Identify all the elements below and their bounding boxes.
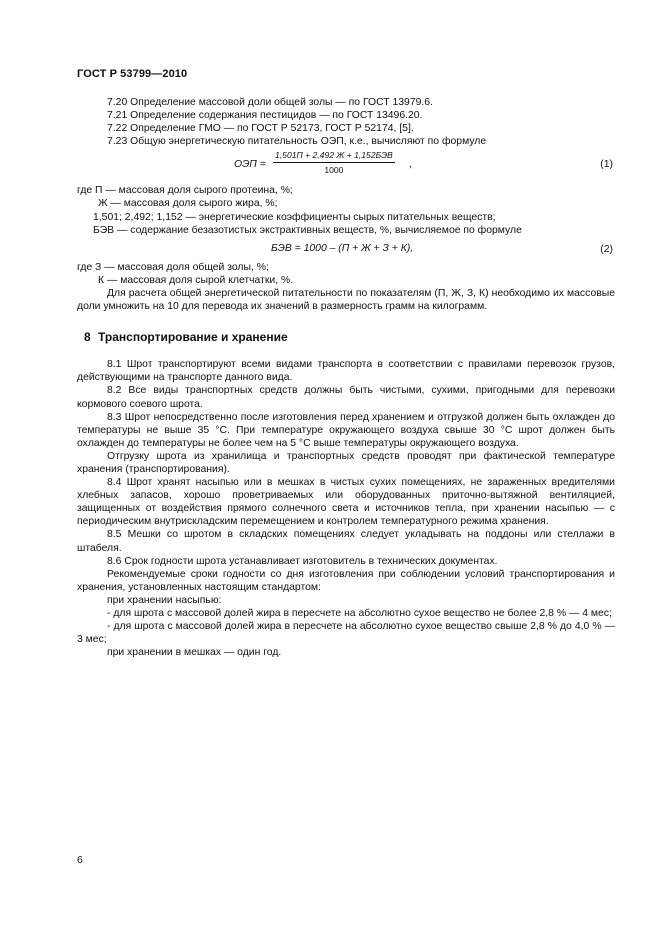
where-fiber: К — массовая доля сырой клетчатки, %.: [98, 274, 294, 286]
formula-2-expression: БЭВ = 1000 – (П + Ж + З + К),: [271, 242, 414, 254]
para-recommended: Рекомендуемые сроки годности со дня изготовления при соблюдении условий транспортирования и хранения, установленных настоящим стандартом:: [77, 568, 615, 593]
formula-1-numerator: 1,501П + 2,492 Ж + 1,152БЭВ: [273, 150, 395, 163]
formula-1-denominator: 1000: [324, 165, 344, 176]
section-heading: Транспортирование и хранение: [98, 330, 288, 345]
where-ash: где З — массовая доля общей золы, %;: [77, 261, 269, 273]
para-8-5: 8.5 Мешки со шротом в складских помещениях следует укладывать на поддоны или стеллажи в штабеля.: [77, 529, 615, 554]
item-7-23: 7.23 Общую энергетическую питательность ОЭП, к.е., вычисляют по формуле: [107, 136, 487, 148]
item-7-20: 7.20 Определение массовой доли общей золы — по ГОСТ 13979.6.: [107, 97, 433, 108]
para-bag-storage: при хранении в мешках — один год.: [107, 647, 282, 659]
where-fat: Ж — массовая доля сырого жира, %;: [98, 198, 278, 210]
formula-1-fraction: [273, 150, 395, 176]
item-7-21: 7.21 Определение содержания пестицидов — по ГОСТ 13496.20.: [107, 110, 423, 122]
item-7-22: 7.22 Определение ГМО — по ГОСТ Р 52173, ГОСТ Р 52174, [5].: [107, 123, 414, 135]
formula-1-lhs: ОЭП =: [234, 159, 266, 171]
conversion-note: Для расчета общей энергетической питательности по показателям (П, Ж, З, К) необходимо их массовые доли умножить на 10 для перевода их значений в размерность грамм на килограмм.: [77, 287, 615, 313]
where-nfe: БЭВ — содержание безазотистых экстрактивных веществ, %, вычисляемое по формуле: [93, 224, 522, 236]
formula-1: [77, 150, 615, 180]
para-8-2: 8.2 Все виды транспортных средств должны быть чистыми, сухими, пригодными для перевозки кормового соевого шрота.: [77, 385, 615, 410]
section-title: [84, 331, 615, 344]
para-8-1: 8.1 Шрот транспортируют всеми видами транспорта в соответствии с правилами перевозок грузов, действующими на транспорте данного вида.: [77, 359, 615, 384]
para-bulk-high-fat: - для шрота с массовой долей жира в пересчете на абсолютно сухое вещество свыше 2,8 % до 4,0 % — 3 мес;: [77, 621, 615, 646]
para-8-6: 8.6 Срок годности шрота устанавливает изготовитель в технических документах.: [107, 555, 498, 567]
para-8-3: 8.3 Шрот непосредственно после изготовления перед хранением и отгрузкой должен быть охлажден до температуры не выше 35 °С. При температуре окружающего воздуха свыше 30 °С шрот должен быть охлажден до температуры не более чем на 5 °С выше температуры окружающего воздуха.: [77, 411, 615, 449]
where-coefficients: 1,501; 2,492; 1,152 — энергетические коэффициенты сырых питательных веществ;: [93, 211, 496, 223]
para-8-4: 8.4 Шрот хранят насыпью или в мешках в чистых сухих помещениях, не зараженных вредителями хлебных запасов, хорошо проветриваемых или оборудованных приточно-вытяжной вентиляцией, защищенных от воздействия прямого солнечного света и источников тепла, при хранении насыпью — с периодическим внутрискладским перемещением и контролем температурного режима хранения.: [77, 477, 615, 528]
formula-1-number: (1): [600, 159, 613, 171]
formula-2: [77, 240, 615, 258]
formula-1-comma: ,: [409, 159, 412, 171]
para-bulk-storage: при хранении насыпью:: [107, 594, 222, 606]
section-number: 8: [84, 330, 91, 345]
para-shipment: Отгрузку шрота из хранилища и транспортных средств проводят при фактической температуре хранения (транспортирования).: [77, 450, 615, 475]
document-body: [77, 96, 615, 659]
formula-2-number: (2): [600, 243, 613, 255]
para-bulk-low-fat: - для шрота с массовой долей жира в пересчете на абсолютно сухое вещество не более 2,8 % — 4 мес;: [107, 608, 612, 619]
standard-header: ГОСТ Р 53799—2010: [77, 68, 188, 80]
where-protein: где П — массовая доля сырого протеина, %;: [77, 185, 293, 197]
page-number: 6: [77, 855, 83, 866]
